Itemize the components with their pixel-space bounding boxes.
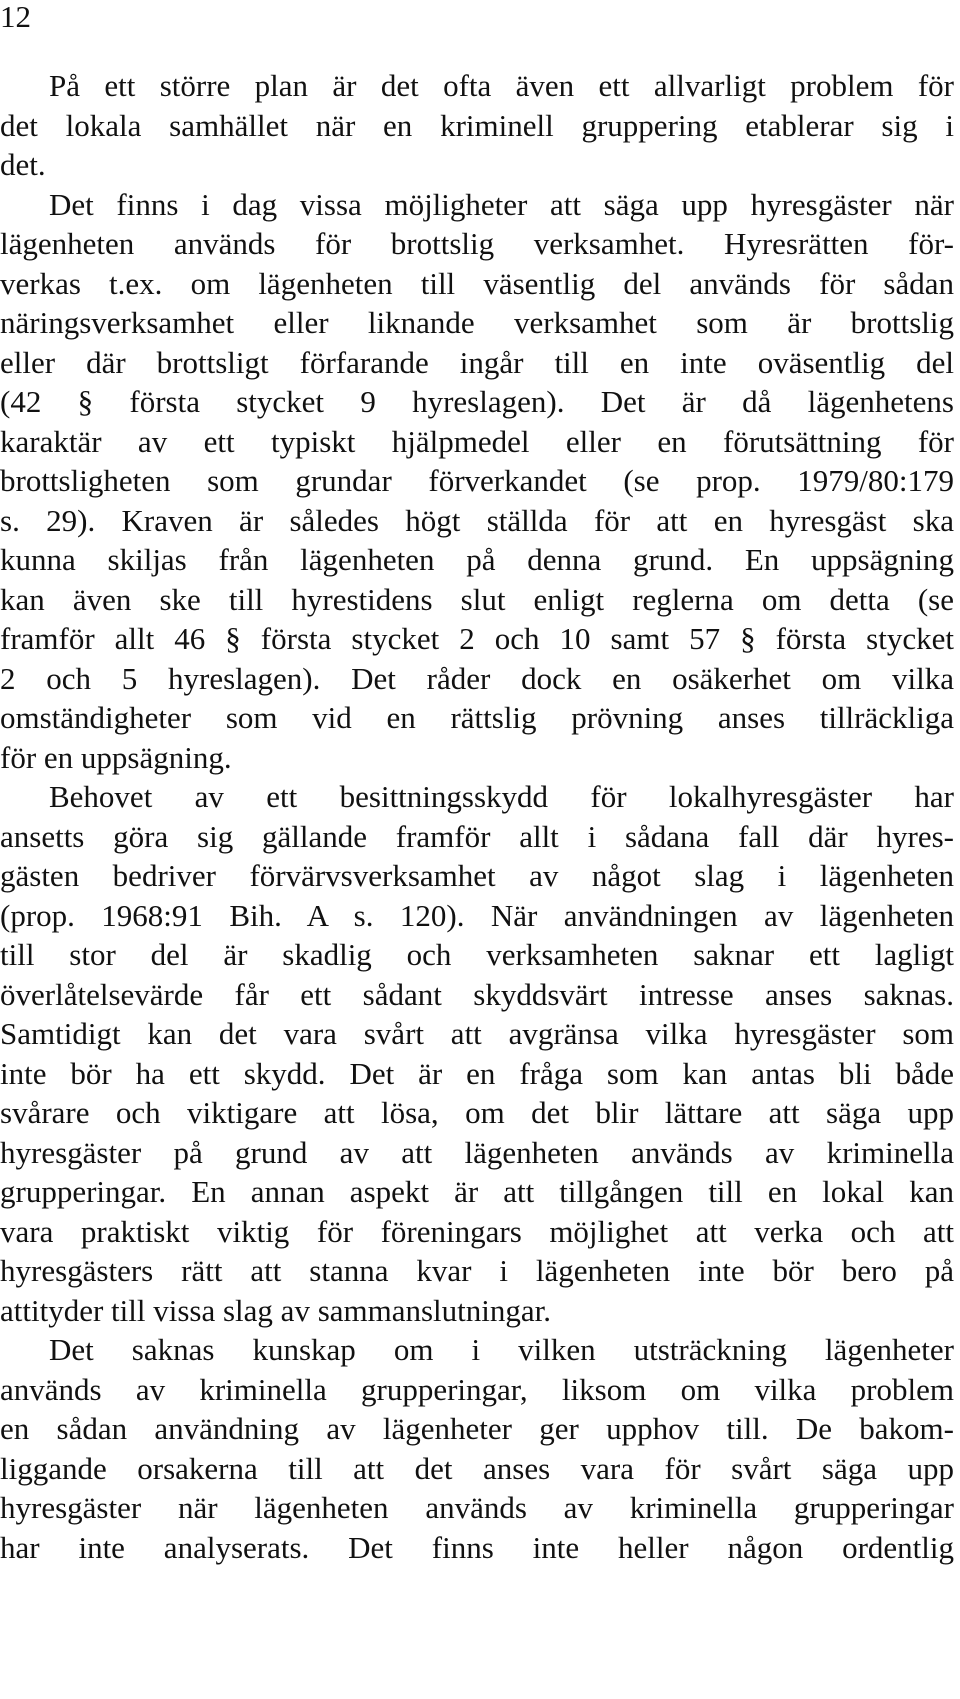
- text-line: kunna skiljas från lägenheten på denna grund. En uppsägning: [0, 542, 954, 577]
- text-line: På ett större plan är det ofta även ett allvarligt problem för: [49, 68, 954, 103]
- text-line: s. 29). Kraven är således högt ställda för att en hyresgäst ska: [0, 502, 954, 538]
- text-line: grupperingar. En annan aspekt är att tillgången till en lokal kan: [0, 1174, 954, 1209]
- text-line: vara praktiskt viktig för föreningars möjlighet att verka och att: [0, 1213, 954, 1249]
- text-line: överlåtelsevärde får ett sådant skyddsvärt intresse anses saknas.: [0, 976, 954, 1012]
- text-line: Samtidigt kan det vara svårt att avgränsa vilka hyresgäster som: [0, 1016, 954, 1051]
- text-line: ansetts göra sig gällande framför allt i sådana fall där hyres-: [0, 818, 954, 854]
- text-line: lägenheten används för brottslig verksamhet. Hyresrätten för-: [0, 226, 954, 261]
- text-line: eller där brottsligt förfarande ingår till en inte oväsentlig del: [0, 344, 954, 380]
- text-line: för en uppsägning.: [0, 739, 232, 775]
- text-line: det lokala samhället när en kriminell gruppering etablerar sig i: [0, 107, 954, 143]
- text-line: till stor del är skadlig och verksamheten saknar ett lagligt: [0, 937, 954, 972]
- text-line: karaktär av ett typiskt hjälpmedel eller en förutsättning för: [0, 423, 954, 459]
- body-text: [0, 66, 954, 1567]
- page-number: 12: [0, 0, 31, 34]
- text-line: hyresgästers rätt att stanna kvar i lägenheten inte bör bero på: [0, 1253, 954, 1288]
- text-line: svårare och viktigare att lösa, om det blir lättare att säga upp: [0, 1095, 954, 1130]
- text-line: verkas t.ex. om lägenheten till väsentlig del används för sådan: [0, 265, 954, 301]
- text-line: en sådan användning av lägenheter ger upphov till. De bakom-: [0, 1411, 954, 1446]
- text-line: gästen bedriver förvärvsverksamhet av något slag i lägenheten: [0, 858, 954, 893]
- text-line: hyresgäster på grund av att lägenheten används av kriminella: [0, 1134, 954, 1170]
- text-line: inte bör ha ett skydd. Det är en fråga som kan antas bli både: [0, 1055, 954, 1091]
- text-line: Det finns i dag vissa möjligheter att säga upp hyresgäster när: [49, 186, 954, 222]
- text-line: hyresgäster när lägenheten används av kriminella grupperingar: [0, 1490, 954, 1525]
- text-line: kan även ske till hyrestidens slut enligt reglerna om detta (se: [0, 581, 954, 617]
- text-line: 2 och 5 hyreslagen). Det råder dock en osäkerhet om vilka: [0, 660, 954, 696]
- text-line: liggande orsakerna till att det anses vara för svårt säga upp: [0, 1450, 954, 1486]
- text-line: näringsverksamhet eller liknande verksamhet som är brottslig: [0, 305, 954, 340]
- text-line: Behovet av ett besittningsskydd för lokalhyresgäster har: [49, 779, 954, 814]
- text-line: Det saknas kunskap om i vilken utsträckning lägenheter: [49, 1332, 954, 1367]
- text-line: (prop. 1968:91 Bih. A s. 120). När användningen av lägenheten: [0, 897, 954, 933]
- text-line: brottsligheten som grundar förverkandet (se prop. 1979/80:179: [0, 463, 954, 498]
- text-line: det.: [0, 147, 46, 182]
- text-line: har inte analyserats. Det finns inte heller någon ordentlig: [0, 1529, 954, 1565]
- text-line: används av kriminella grupperingar, liksom om vilka problem: [0, 1371, 954, 1407]
- text-line: omständigheter som vid en rättslig prövning anses tillräckliga: [0, 700, 954, 735]
- text-line: attityder till vissa slag av sammanslutningar.: [0, 1292, 552, 1328]
- text-line: framför allt 46 § första stycket 2 och 10 samt 57 § första stycket: [0, 621, 954, 656]
- text-line: (42 § första stycket 9 hyreslagen). Det är då lägenhetens: [0, 384, 954, 419]
